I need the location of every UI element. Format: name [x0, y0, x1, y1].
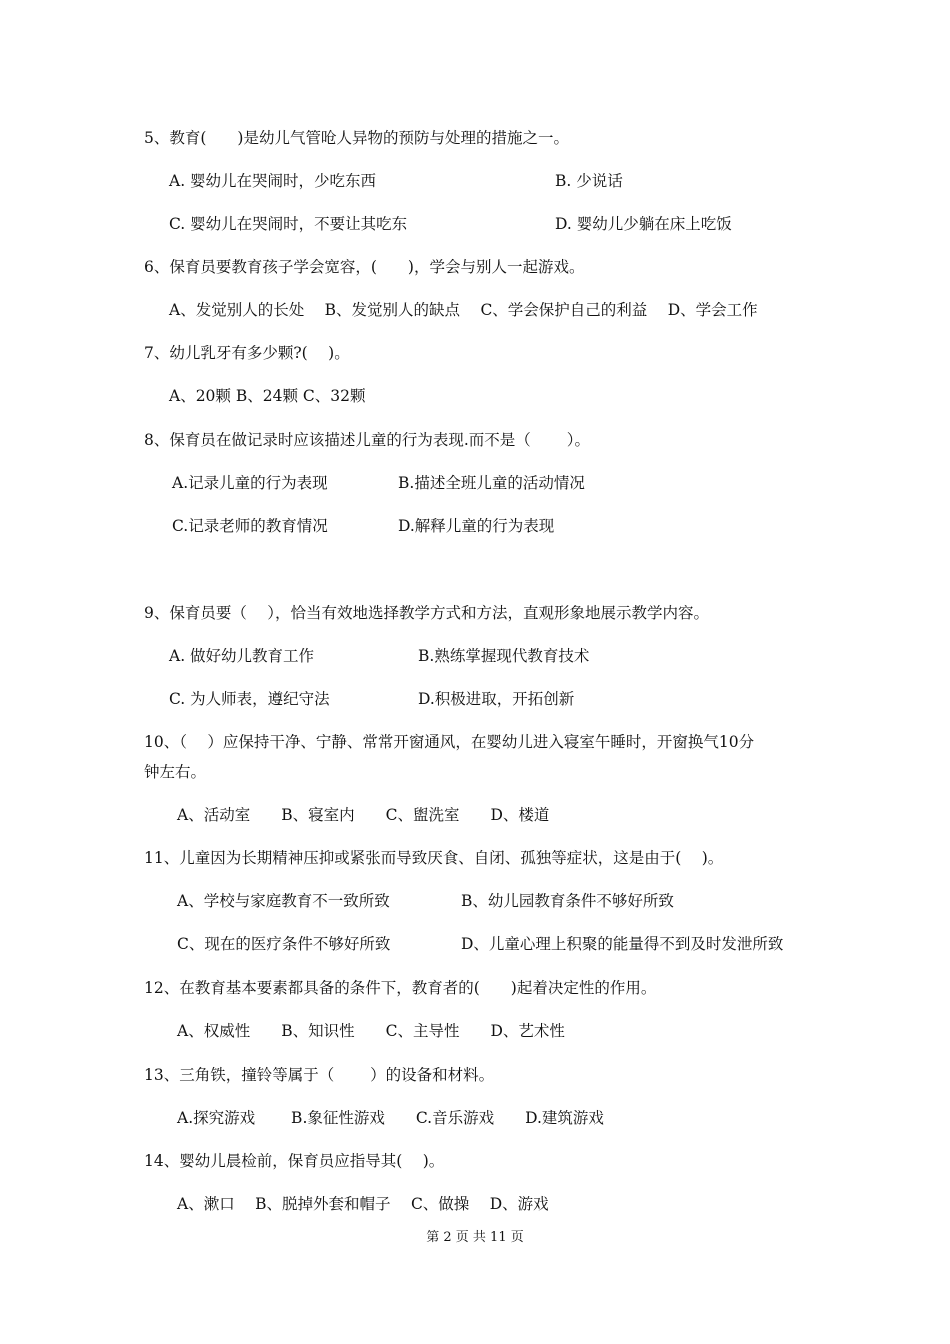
q7-stem: 7、幼儿乳牙有多少颗?( )。	[144, 344, 350, 362]
q8-stem: 8、保育员在做记录时应该描述儿童的行为表现.而不是（ ）。	[144, 431, 590, 449]
q8-option-b: B.描述全班儿童的活动情况	[398, 474, 585, 492]
q13-stem: 13、三角铁，撞铃等属于（ ）的设备和材料。	[144, 1066, 495, 1084]
q13-options: A.探究游戏 B.象征性游戏 C.音乐游戏 D.建筑游戏	[177, 1109, 604, 1127]
q12-stem: 12、在教育基本要素都具备的条件下，教育者的( )起着决定性的作用。	[144, 979, 657, 997]
q5-stem: 5、教育( )是幼儿气管呛人异物的预防与处理的措施之一。	[144, 129, 569, 147]
page-number: 第 2 页 共 11 页	[426, 1230, 524, 1245]
q11-option-a: A、学校与家庭教育不一致所致	[177, 892, 390, 910]
q8-option-c: C.记录老师的教育情况	[172, 517, 328, 535]
q10-stem-line1: 10、（ ）应保持干净、宁静、常常开窗通风，在婴幼儿进入寝室午睡时，开窗换气10分	[144, 733, 755, 751]
q6-stem: 6、保育员要教育孩子学会宽容，( )，学会与别人一起游戏。	[144, 258, 585, 276]
q9-stem: 9、保育员要（ ），恰当有效地选择教学方式和方法，直观形象地展示教学内容。	[144, 604, 710, 622]
q12-options: A、权威性 B、知识性 C、主导性 D、艺术性	[177, 1022, 565, 1040]
q5-option-b: B. 少说话	[555, 172, 623, 190]
q9-option-b: B.熟练掌握现代教育技术	[418, 647, 590, 665]
q9-option-d: D.积极进取，开拓创新	[418, 690, 575, 708]
q5-option-a: A. 婴幼儿在哭闹时，少吃东西	[169, 172, 377, 190]
q8-option-d: D.解释儿童的行为表现	[398, 517, 555, 535]
q14-stem: 14、婴幼儿晨检前，保育员应指导其( )。	[144, 1152, 445, 1170]
q14-options: A、漱口 B、脱掉外套和帽子 C、做操 D、游戏	[177, 1195, 549, 1213]
q6-options: A、发觉别人的长处 B、发觉别人的缺点 C、学会保护自己的利益 D、学会工作	[169, 301, 758, 319]
q5-option-d: D. 婴幼儿少躺在床上吃饭	[555, 215, 732, 233]
q11-stem: 11、儿童因为长期精神压抑或紧张而导致厌食、自闭、孤独等症状，这是由于( )。	[144, 849, 724, 867]
q11-option-d: D、儿童心理上积聚的能量得不到及时发泄所致	[461, 935, 784, 953]
q10-options: A、活动室 B、寝室内 C、盥洗室 D、楼道	[177, 806, 550, 824]
q10-stem-line2: 钟左右。	[144, 763, 207, 781]
q11-option-c: C、现在的医疗条件不够好所致	[177, 935, 391, 953]
q11-option-b: B、幼儿园教育条件不够好所致	[461, 892, 674, 910]
q9-option-a: A. 做好幼儿教育工作	[169, 647, 315, 665]
q5-option-c: C. 婴幼儿在哭闹时，不要让其吃东	[169, 215, 408, 233]
q8-option-a: A.记录儿童的行为表现	[172, 474, 328, 492]
q7-options: A、20颗 B、24颗 C、32颗	[169, 387, 366, 405]
q9-option-c: C. 为人师表，遵纪守法	[169, 690, 330, 708]
